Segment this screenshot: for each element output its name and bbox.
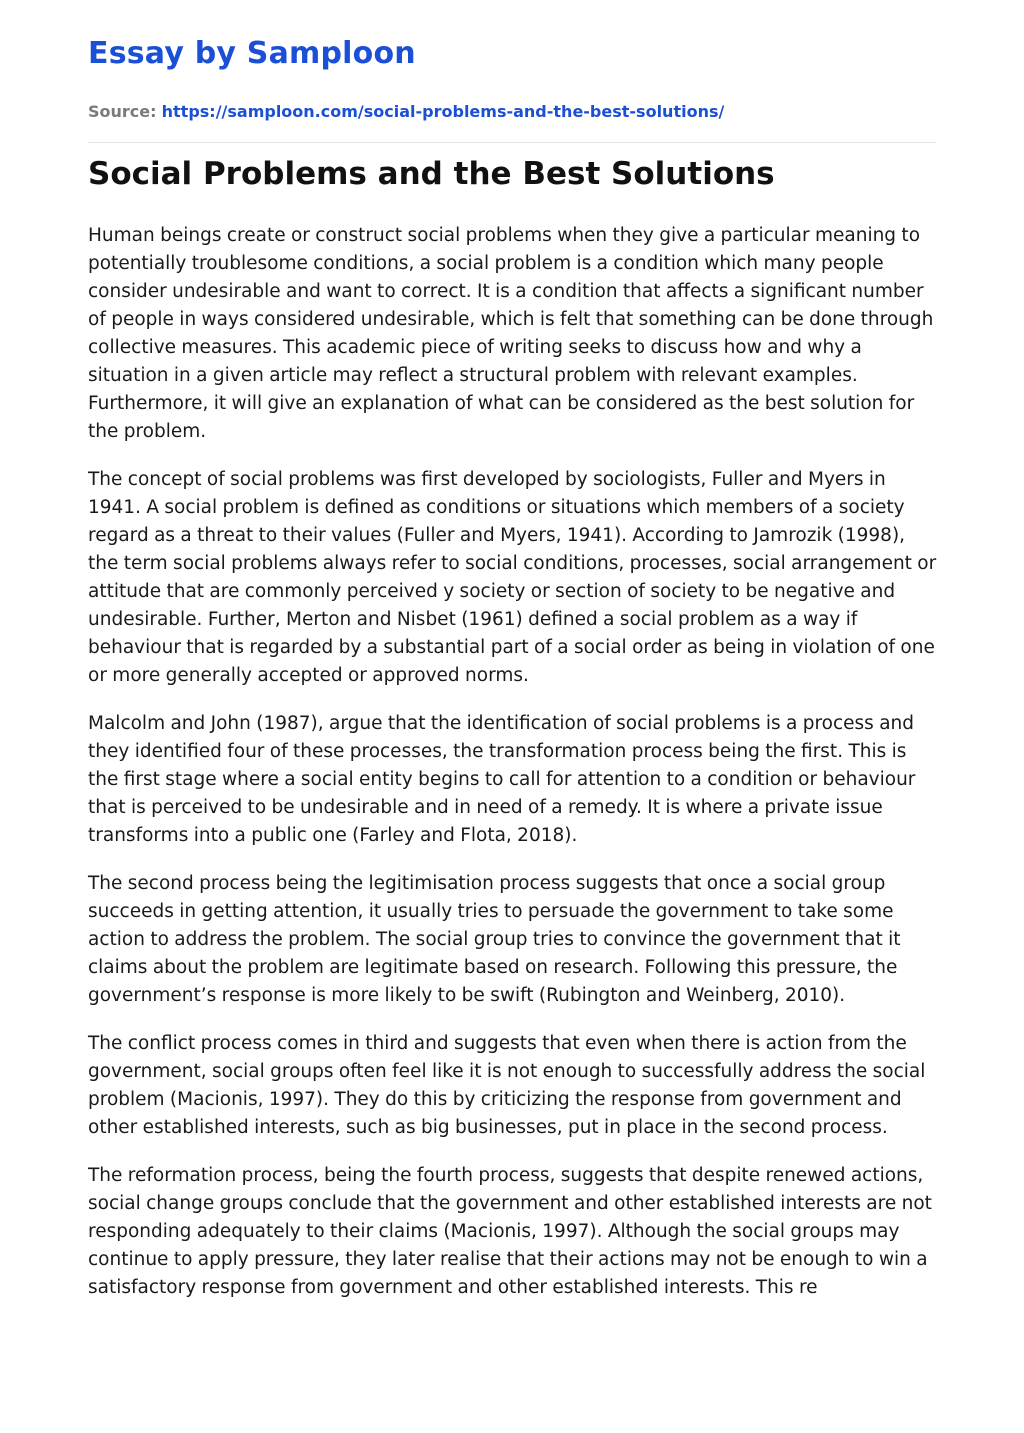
essay-title: Social Problems and the Best Solutions — [88, 156, 775, 192]
paragraph: Human beings create or construct social problems when they give a particular meaning to potentially troublesome conditions, a social problem is a condition which many people consider undesirable and want to correct. It is a condition that affects a significant number of people in ways considered undesirable, which is felt that something can be done through collective measures. This academic piece of writing seeks to discuss how and why a situation in a given article may reflect a structural problem with relevant examples. Furthermore, it will give an explanation of what can be considered as the best solution for the problem. — [88, 225, 934, 442]
site-brand[interactable]: Essay by Samploon — [88, 36, 416, 71]
paragraph: Malcolm and John (1987), argue that the identification of social problems is a process and they identified four of these processes, the transformation process being the first. This is the first stage where a social entity begins to call for attention to a condition or behaviour that is perceived to be undesirable and in need of a remedy. It is where a private issue transforms into a public one (Farley and Flota, 2018). — [88, 713, 916, 846]
essay-body — [88, 222, 938, 1322]
header-divider — [88, 142, 936, 143]
paragraph: The concept of social problems was first developed by sociologists, Fuller and Myers in 1941. A social problem is defined as conditions or situations which members of a society regard as a threat to their values (Fuller and Myers, 1941). According to Jamrozik (1998), the term social problems always refer to social conditions, processes, social arrangement or attitude that are commonly perceived y society or section of society to be negative and undesirable. Further, Merton and Nisbet (1961) defined a social problem as a way if behaviour that is regarded by a substantial part of a social order as being in violation of one or more generally accepted or approved norms. — [88, 469, 937, 686]
source-line — [88, 102, 724, 121]
paragraph: The second process being the legitimisation process suggests that once a social group succeeds in getting attention, it usually tries to persuade the government to take some action to address the problem. The social group tries to convince the government that it claims about the problem are legitimate based on research. Following this pressure, the government’s response is more likely to be swift (Rubington and Weinberg, 2010). — [88, 873, 901, 1006]
paragraph: The reformation process, being the fourth process, suggests that despite renewed actions, social change groups conclude that the government and other established interests are not responding adequately to their claims (Macionis, 1997). Although the social groups may continue to apply pressure, they later realise that their actions may not be enough to win a satisfactory response from government and other established interests. This re — [88, 1165, 932, 1298]
source-label: Source: — [88, 102, 157, 121]
source-link[interactable]: https://samploon.com/social-problems-and-the-best-solutions/ — [161, 102, 725, 121]
paragraph: The conflict process comes in third and suggests that even when there is action from the government, social groups often feel like it is not enough to successfully address the social problem (Macionis, 1997). They do this by criticizing the response from government and other established interests, such as big businesses, put in place in the second process. — [88, 1033, 926, 1138]
